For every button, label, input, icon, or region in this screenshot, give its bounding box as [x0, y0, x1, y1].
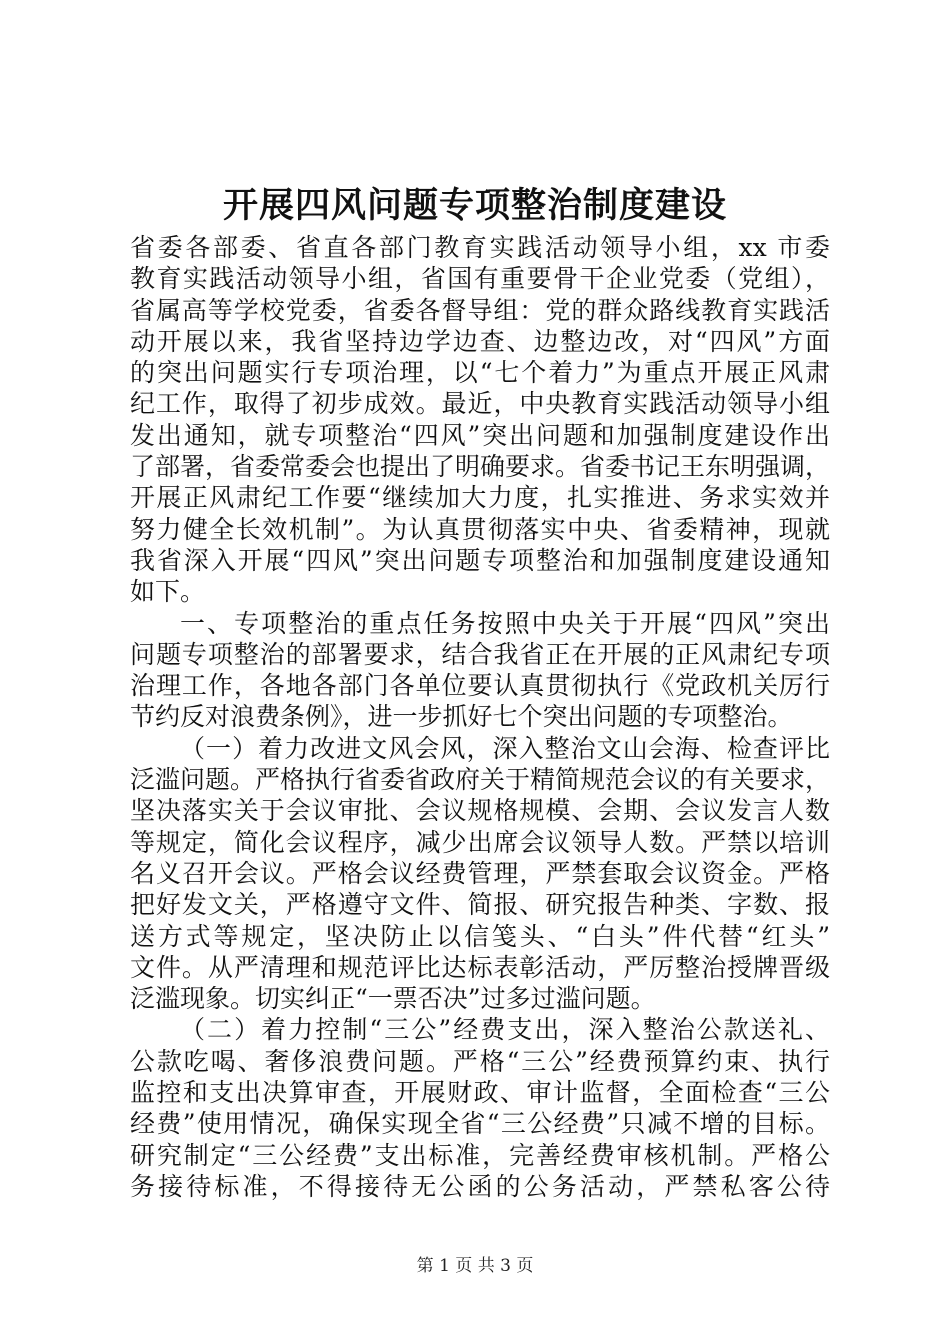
text-line: 问题专项整治的部署要求，结合我省正在开展的正风肃纪专项 — [130, 639, 830, 669]
text-line: 努力健全长效机制”。为认真贯彻落实中央、省委精神，现就 — [130, 514, 830, 544]
text-line: 开展正风肃纪工作要“继续加大力度，扎实推进、务求实效并 — [130, 483, 830, 513]
text-line: 泛滥问题。严格执行省委省政府关于精简规范会议的有关要求， — [130, 765, 830, 795]
text-line: 节约反对浪费条例》，进一步抓好七个突出问题的专项整治。 — [130, 702, 793, 732]
text-line: 了部署，省委常委会也提出了明确要求。省委书记王东明强调， — [130, 452, 830, 482]
text-line: 省属高等学校党委，省委各督导组：党的群众路线教育实践活 — [130, 295, 830, 325]
text-line: 等规定，简化会议程序，减少出席会议领导人数。严禁以培训 — [130, 827, 830, 857]
text-line: （一）着力改进文风会风，深入整治文山会海、检查评比 — [180, 733, 830, 763]
text-line: 把好发文关，严格遵守文件、简报、研究报告种类、字数、报 — [130, 890, 830, 920]
text-line: 送方式等规定，坚决防止以信笺头、“白头”件代替“红头” — [130, 921, 830, 951]
text-line: 公款吃喝、奢侈浪费问题。严格“三公”经费预算约束、执行 — [130, 1046, 830, 1076]
text-line: 文件。从严清理和规范评比达标表彰活动，严厉整治授牌晋级 — [130, 952, 830, 982]
page-number-footer: 第 1 页 共 3 页 — [416, 1256, 534, 1276]
text-line: 监控和支出决算审查，开展财政、审计监督，全面检查“三公 — [130, 1078, 830, 1108]
text-line: （二）着力控制“三公”经费支出，深入整治公款送礼、 — [180, 1015, 830, 1045]
text-line: 务接待标准，不得接待无公函的公务活动，严禁私客公待 — [130, 1171, 830, 1201]
text-line: 坚决落实关于会议审批、会议规格规模、会期、会议发言人数 — [130, 796, 830, 826]
document-body — [130, 232, 830, 1202]
text-line: 省委各部委、省直各部门教育实践活动领导小组，xx 市委 — [130, 233, 830, 262]
text-line: 动开展以来，我省坚持边学边查、边整边改，对“四风”方面 — [130, 326, 830, 356]
text-line: 我省深入开展“四风”突出问题专项整治和加强制度建设通知 — [130, 545, 830, 575]
text-line: 治理工作，各地各部门各单位要认真贯彻执行《党政机关厉行 — [130, 671, 830, 701]
text-line: 经费”使用情况，确保实现全省“三公经费”只减不增的目标。 — [130, 1109, 830, 1139]
text-line: 研究制定“三公经费”支出标准，完善经费审核机制。严格公 — [130, 1140, 830, 1170]
text-line: 发出通知，就专项整治“四风”突出问题和加强制度建设作出 — [130, 420, 830, 450]
text-line: 名义召开会议。严格会议经费管理，严禁套取会议资金。严格 — [130, 858, 830, 888]
text-line: 泛滥现象。切实纠正“一票否决”过多过滥问题。 — [130, 984, 656, 1014]
text-line: 纪工作，取得了初步成效。最近，中央教育实践活动领导小组 — [130, 389, 830, 419]
text-line: 如下。 — [130, 577, 206, 607]
text-line: 教育实践活动领导小组，省国有重要骨干企业党委（党组）， — [130, 264, 830, 294]
document-title: 开展四风问题专项整治制度建设 — [222, 185, 727, 226]
text-line: 的突出问题实行专项治理，以“七个着力”为重点开展正风肃 — [130, 358, 830, 388]
text-line: 一、专项整治的重点任务按照中央关于开展“四风”突出 — [180, 608, 830, 638]
